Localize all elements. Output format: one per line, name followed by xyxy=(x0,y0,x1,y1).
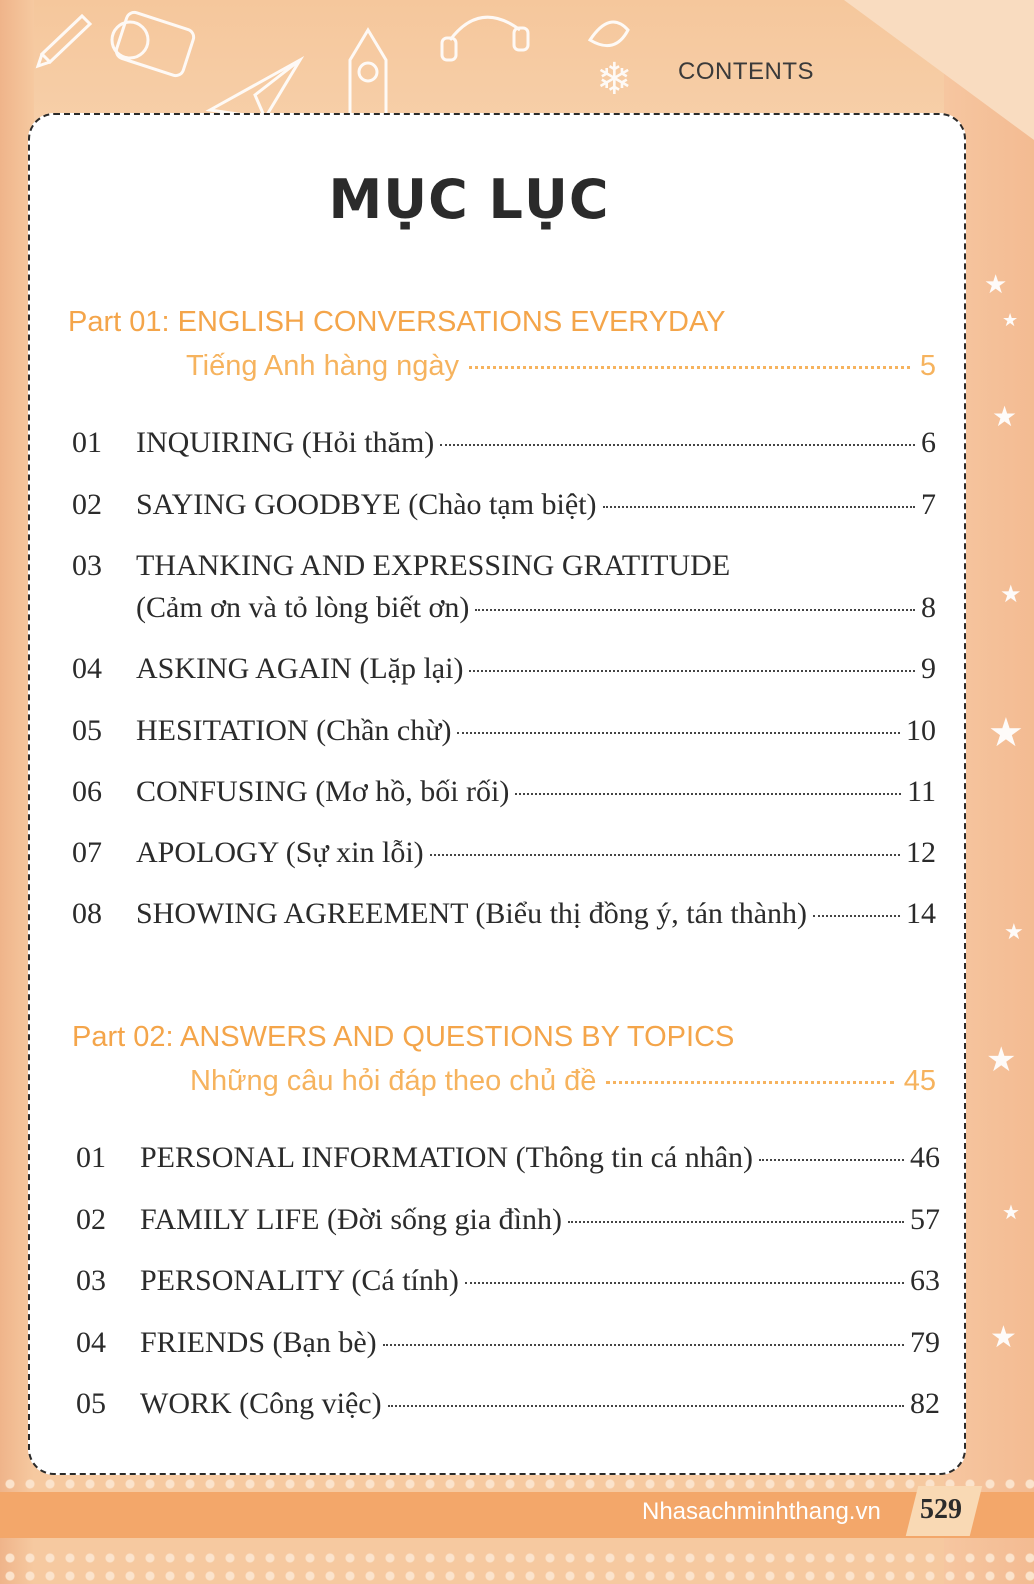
toc-entry[interactable] xyxy=(76,1141,940,1175)
toc-entry[interactable] xyxy=(72,775,936,809)
part-2-page: 45 xyxy=(903,1065,936,1097)
entry-number: 03 xyxy=(72,549,102,582)
entry-number: 04 xyxy=(72,652,102,685)
entry-page: 46 xyxy=(910,1141,940,1174)
doodle-decoration xyxy=(30,0,630,130)
part-1-title: Part 01: ENGLISH CONVERSATIONS EVERYDAY xyxy=(68,306,726,338)
star-icon: ★ xyxy=(1004,920,1024,945)
leader-dots xyxy=(515,793,901,795)
entry-title: HESITATION (Chần chừ) xyxy=(136,714,452,747)
entry-page: 10 xyxy=(906,714,936,747)
part-2-title: Part 02: ANSWERS AND QUESTIONS BY TOPICS xyxy=(72,1021,735,1053)
paper-plane-icon xyxy=(210,60,300,118)
entry-page: 6 xyxy=(921,426,936,459)
entry-title: SAYING GOODBYE (Chào tạm biệt) xyxy=(136,488,597,521)
toc-entry-line2[interactable] xyxy=(136,591,936,625)
toc-entry[interactable] xyxy=(72,836,936,870)
star-icon: ★ xyxy=(990,1320,1017,1355)
entry-number: 01 xyxy=(76,1141,106,1174)
entry-number: 02 xyxy=(72,488,102,521)
entry-title: THANKING AND EXPRESSING GRATITUDE xyxy=(136,549,731,582)
entry-page: 12 xyxy=(906,836,936,869)
footer-website: Nhasachminhthang.vn xyxy=(642,1498,881,1525)
star-icon: ★ xyxy=(988,710,1024,756)
toc-entry[interactable] xyxy=(76,1264,940,1298)
toc-entry[interactable] xyxy=(72,714,936,748)
star-icon: ★ xyxy=(986,1040,1017,1080)
entry-title: CONFUSING (Mơ hồ, bối rối) xyxy=(136,775,510,808)
page-number: 529 xyxy=(920,1494,962,1525)
part-1-subtitle-row[interactable] xyxy=(186,350,936,383)
star-icon: ★ xyxy=(992,400,1018,433)
star-icon: ★ xyxy=(1002,1200,1020,1224)
snowflake-icon: ❄ xyxy=(596,54,633,105)
entry-number: 02 xyxy=(76,1203,106,1236)
leader-dots xyxy=(383,1344,904,1346)
entry-page: 14 xyxy=(906,897,936,930)
leader-dots xyxy=(388,1405,904,1407)
toc-entry[interactable] xyxy=(72,897,936,931)
leader-dots xyxy=(813,915,900,917)
star-icon: ★ xyxy=(1002,310,1019,331)
entry-page: 82 xyxy=(910,1387,940,1420)
entry-number: 01 xyxy=(72,426,102,459)
page-title: MỤC LỤC xyxy=(328,168,610,231)
entry-page: 8 xyxy=(921,591,936,624)
entry-page: 11 xyxy=(907,775,936,808)
part-2-subtitle-row[interactable] xyxy=(190,1065,936,1098)
leader-dots xyxy=(465,1282,904,1284)
toc-entry[interactable] xyxy=(72,652,936,686)
toc-entry[interactable] xyxy=(72,488,936,522)
leader-dots xyxy=(603,506,915,508)
leader-dots xyxy=(606,1081,893,1084)
leader-dots xyxy=(457,732,900,734)
star-icon: ★ xyxy=(1000,580,1022,608)
leader-dots xyxy=(469,670,915,672)
entry-number: 07 xyxy=(72,836,102,869)
leader-dots xyxy=(430,854,900,856)
entry-page: 7 xyxy=(921,488,936,521)
suitcase-icon xyxy=(112,10,196,77)
entry-number: 05 xyxy=(76,1387,106,1420)
headphones-icon xyxy=(442,17,528,60)
part-2-subtitle: Những câu hỏi đáp theo chủ đề xyxy=(190,1065,597,1097)
toc-entry[interactable] xyxy=(76,1387,940,1421)
entry-title: WORK (Công việc) xyxy=(140,1387,382,1420)
dot-pattern xyxy=(0,1478,1034,1490)
leaf-icon xyxy=(590,22,628,46)
part-1-page: 5 xyxy=(919,350,936,382)
toc-entry[interactable] xyxy=(72,426,936,460)
entry-title: SHOWING AGREEMENT (Biểu thị đồng ý, tán thành) xyxy=(136,897,808,930)
header-label: CONTENTS xyxy=(678,58,814,85)
entry-title: ASKING AGAIN (Lặp lại) xyxy=(136,652,464,685)
entry-title-continued: (Cảm ơn và tỏ lòng biết ơn) xyxy=(136,591,470,624)
big-ben-icon xyxy=(350,30,386,125)
entry-title: FAMILY LIFE (Đời sống gia đình) xyxy=(140,1203,562,1236)
part-1-subtitle: Tiếng Anh hàng ngày xyxy=(186,350,460,382)
dot-pattern xyxy=(0,1570,1034,1582)
entry-number: 05 xyxy=(72,714,102,747)
leader-dots xyxy=(475,609,915,611)
entry-title: PERSONALITY (Cá tính) xyxy=(140,1264,459,1297)
toc-entry[interactable] xyxy=(76,1326,940,1360)
entry-page: 57 xyxy=(910,1203,940,1236)
entry-title: PERSONAL INFORMATION (Thông tin cá nhân) xyxy=(140,1141,754,1174)
leader-dots xyxy=(469,366,910,369)
entry-page: 63 xyxy=(910,1264,940,1297)
leader-dots xyxy=(759,1159,904,1161)
entry-page: 9 xyxy=(921,652,936,685)
leader-dots xyxy=(440,444,915,446)
pencil-icon xyxy=(38,16,90,66)
entry-page: 79 xyxy=(910,1326,940,1359)
entry-title: INQUIRING (Hỏi thăm) xyxy=(136,426,435,459)
star-decoration xyxy=(974,140,1034,1480)
leader-dots xyxy=(568,1221,904,1223)
toc-entry-line1[interactable] xyxy=(72,549,936,583)
entry-title: FRIENDS (Bạn bè) xyxy=(140,1326,377,1359)
entry-number: 04 xyxy=(76,1326,106,1359)
toc-entry[interactable] xyxy=(76,1203,940,1237)
entry-number: 08 xyxy=(72,897,102,930)
star-icon: ★ xyxy=(984,270,1008,300)
dot-pattern xyxy=(0,1552,1034,1564)
entry-number: 06 xyxy=(72,775,102,808)
entry-title: APOLOGY (Sự xin lỗi) xyxy=(136,836,424,869)
entry-number: 03 xyxy=(76,1264,106,1297)
